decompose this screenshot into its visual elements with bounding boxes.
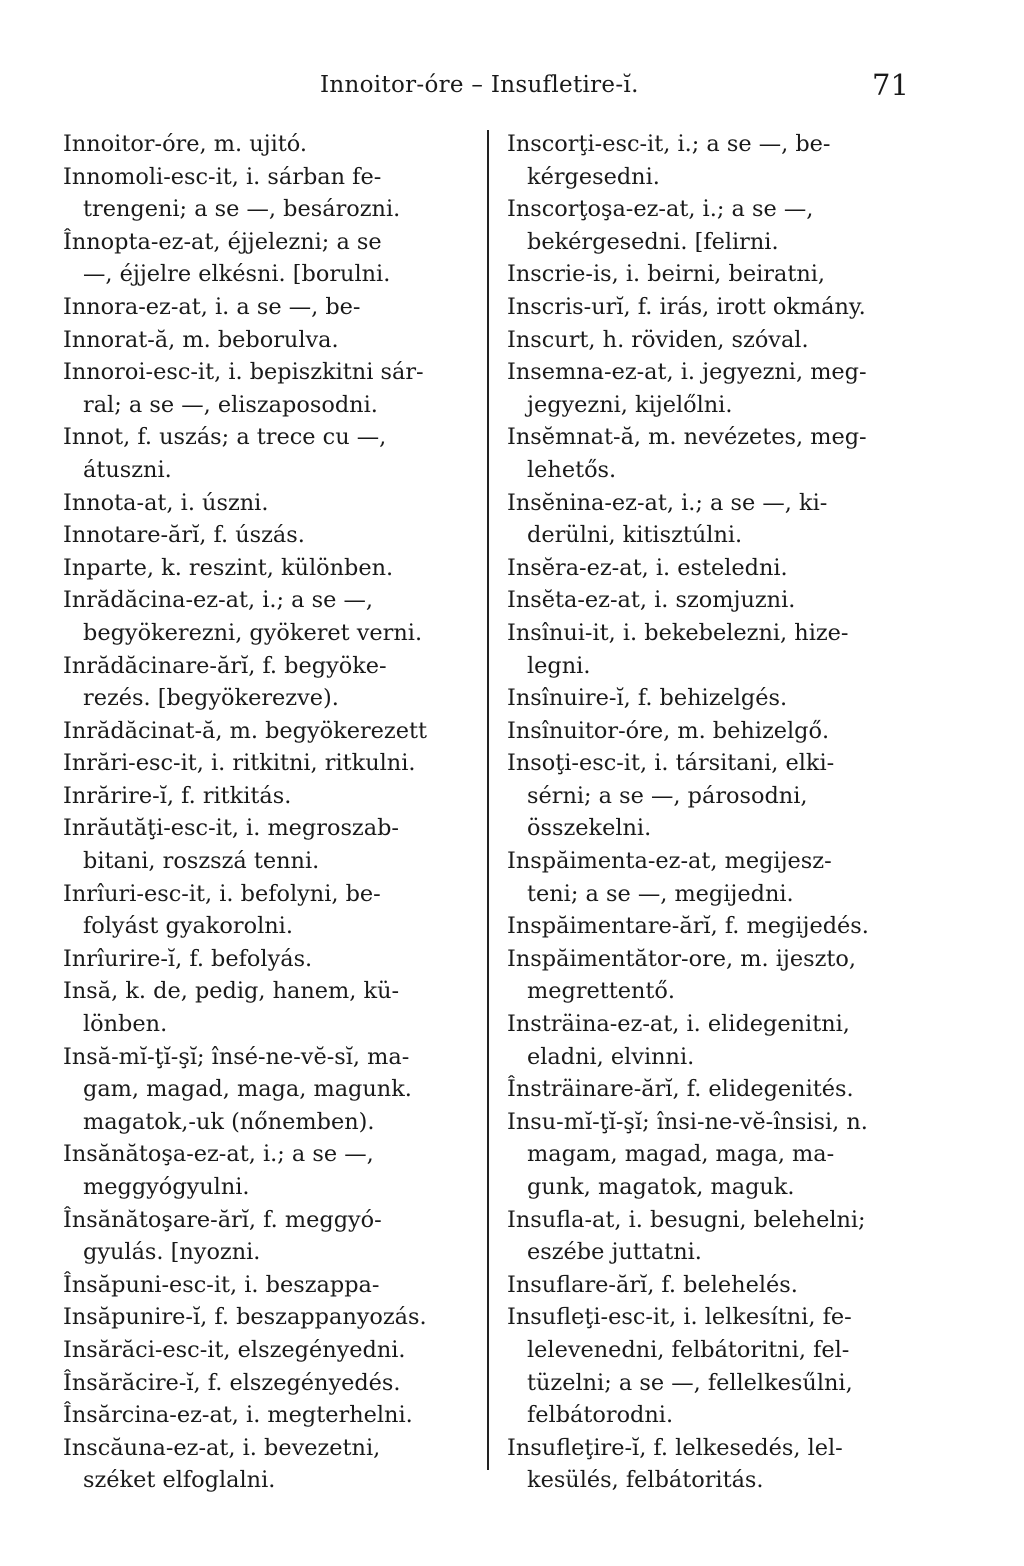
dictionary-line: Inscorţi-esc-it, i.; a se —, be- xyxy=(507,131,831,157)
dictionary-line: Insănătoşa-ez-at, i.; a se —, xyxy=(63,1141,374,1168)
dictionary-line: Insoţi-esc-it, i. társitani, elki- xyxy=(507,750,835,777)
dictionary-line: Inspăimentător-ore, m. ijeszto, xyxy=(507,945,856,972)
dictionary-line: Innorat-ă, m. beborulva. xyxy=(63,326,339,353)
dictionary-line: lelevenedni, felbátoritni, fel- xyxy=(527,1336,850,1363)
dictionary-line: Inspăimentare-ărĭ, f. megijedés. xyxy=(507,913,869,940)
dictionary-line: Inrîuri-esc-it, i. befolyni, be- xyxy=(63,880,381,907)
dictionary-line: Insînuitor-óre, m. behizelgő. xyxy=(507,717,830,744)
dictionary-line: Innota-at, i. úszni. xyxy=(63,489,269,516)
dictionary-line: összekelni. xyxy=(527,815,652,842)
dictionary-line: Insăpunire-ĭ, f. beszappanyozás. xyxy=(63,1304,427,1331)
dictionary-line: Insu-mĭ-ţĭ-şĭ; însi-ne-vĕ-însisi, n. xyxy=(507,1108,868,1135)
dictionary-line: derülni, kitisztúlni. xyxy=(527,522,743,549)
dictionary-line: Inrăutăţi-esc-it, i. megroszab- xyxy=(63,815,399,842)
dictionary-line: trengeni; a se —, besározni. xyxy=(83,196,401,223)
dictionary-line: Insă, k. de, pedig, hanem, kü- xyxy=(63,978,400,1005)
dictionary-line: —, éjjelre elkésni. [borulni. xyxy=(83,261,391,288)
dictionary-line: teni; a se —, megijedni. xyxy=(527,880,794,907)
dictionary-line: Inscurt, h. röviden, szóval. xyxy=(507,326,809,353)
dictionary-line: Insĕta-ez-at, i. szomjuzni. xyxy=(507,587,796,614)
column-divider xyxy=(487,130,489,1470)
dictionary-line: Inrărire-ĭ, f. ritkitás. xyxy=(63,782,292,809)
dictionary-line: Insträina-ez-at, i. elidegenitni, xyxy=(507,1011,850,1038)
dictionary-line: Inrădăcinare-ărĭ, f. begyöke- xyxy=(63,652,387,679)
dictionary-line: gam, magad, maga, magunk. xyxy=(83,1076,412,1103)
dictionary-line: sérni; a se —, párosodni, xyxy=(527,782,808,809)
dictionary-line: Inspăimenta-ez-at, megijesz- xyxy=(507,848,832,875)
dictionary-line: Insĕnina-ez-at, i.; a se —, ki- xyxy=(507,489,828,516)
dictionary-line: begyökerezni, gyökeret verni. xyxy=(83,619,423,646)
dictionary-line: legni. xyxy=(527,652,591,679)
dictionary-line: Inrădăcinat-ă, m. begyökerezett xyxy=(63,717,427,744)
dictionary-line: lönben. xyxy=(83,1011,168,1038)
dictionary-line: gunk, magatok, maguk. xyxy=(527,1174,795,1200)
dictionary-line: Însărcina-ez-at, i. megterhelni. xyxy=(63,1402,413,1429)
header-entry-range: Innoitor-óre – Insufletire-ĭ. xyxy=(320,72,639,98)
page-number: 71 xyxy=(872,68,909,102)
dictionary-line: gyulás. [nyozni. xyxy=(83,1239,261,1266)
dictionary-line: Însănătoşare-ărĭ, f. meggyó- xyxy=(63,1206,382,1233)
dictionary-line: bitani, roszszá tenni. xyxy=(83,848,320,875)
dictionary-line: Înnopta-ez-at, éjjelezni; a se xyxy=(63,228,382,255)
dictionary-line: széket elfoglalni. xyxy=(83,1467,276,1494)
dictionary-line: eladni, elvinni. xyxy=(527,1043,695,1070)
dictionary-line: Innoroi-esc-it, i. bepiszkitni sár- xyxy=(63,359,424,386)
dictionary-line: Inrădăcina-ez-at, i.; a se —, xyxy=(63,587,374,614)
dictionary-line: Însträinare-ărĭ, f. elidegenités. xyxy=(507,1076,854,1103)
dictionary-line: tüzelni; a se —, fellelkesűlni, xyxy=(527,1369,853,1396)
dictionary-line: Innot, f. uszás; a trece cu —, xyxy=(63,424,387,451)
dictionary-line: Insărăci-esc-it, elszegényedni. xyxy=(63,1336,406,1363)
running-header xyxy=(0,68,1024,108)
dictionary-line: kesülés, felbátoritás. xyxy=(527,1467,764,1494)
dictionary-line: Innora-ez-at, i. a se —, be- xyxy=(63,293,361,320)
left-column xyxy=(63,128,478,1497)
dictionary-line: lehetős. xyxy=(527,456,617,483)
dictionary-line: Inparte, k. reszint, különben. xyxy=(63,554,394,581)
dictionary-line: Inscris-urĭ, f. irás, irott okmány. xyxy=(507,293,866,320)
dictionary-line: Innotare-ărĭ, f. úszás. xyxy=(63,522,305,549)
dictionary-line: felbátorodni. xyxy=(527,1402,674,1429)
dictionary-line: Insufleţi-esc-it, i. lelkesítni, fe- xyxy=(507,1304,852,1331)
dictionary-line: Insufleţire-ĭ, f. lelkesedés, lel- xyxy=(507,1434,843,1461)
dictionary-line: Insemna-ez-at, i. jegyezni, meg- xyxy=(507,359,867,386)
dictionary-line: Însăpuni-esc-it, i. beszappa- xyxy=(63,1271,380,1298)
dictionary-line: Insă-mĭ-ţĭ-şĭ; însé-ne-vĕ-sĭ, ma- xyxy=(63,1043,410,1070)
dictionary-line: Inscăuna-ez-at, i. bevezetni, xyxy=(63,1434,381,1461)
dictionary-line: Însărăcire-ĭ, f. elszegényedés. xyxy=(63,1369,401,1396)
dictionary-line: Insînui-it, i. bekebelezni, hize- xyxy=(507,619,849,646)
dictionary-line: Insufla-at, i. besugni, belehelni; xyxy=(507,1206,866,1233)
dictionary-line: bekérgesedni. [felirni. xyxy=(527,228,779,255)
dictionary-line: Innomoli-esc-it, i. sárban fe- xyxy=(63,163,382,190)
dictionary-line: ral; a se —, eliszaposodni. xyxy=(83,391,378,418)
dictionary-line: eszébe juttatni. xyxy=(527,1239,702,1266)
dictionary-line: Insuflare-ărĭ, f. belehelés. xyxy=(507,1271,798,1298)
dictionary-line: megrettentő. xyxy=(527,978,676,1005)
dictionary-line: magatok,-uk (nőnemben). xyxy=(83,1108,375,1135)
dictionary-line: folyást gyakorolni. xyxy=(83,913,293,940)
dictionary-line: kérgesedni. xyxy=(527,163,660,190)
dictionary-line: Insĕra-ez-at, i. esteledni. xyxy=(507,554,788,581)
dictionary-line: átuszni. xyxy=(83,456,172,483)
dictionary-line: magam, magad, maga, ma- xyxy=(527,1141,835,1168)
right-column xyxy=(507,128,922,1497)
dictionary-line: jegyezni, kijelőlni. xyxy=(527,391,733,418)
dictionary-line: Inrîurire-ĭ, f. befolyás. xyxy=(63,945,313,972)
dictionary-line: Inrări-esc-it, i. ritkitni, ritkulni. xyxy=(63,750,416,777)
dictionary-line: Insînuire-ĭ, f. behizelgés. xyxy=(507,685,788,712)
dictionary-line: meggyógyulni. xyxy=(83,1174,250,1200)
dictionary-line: rezés. [begyökerezve). xyxy=(83,685,339,712)
dictionary-line: Insĕmnat-ă, m. nevézetes, meg- xyxy=(507,424,867,451)
dictionary-line: Inscrie-is, i. beirni, beiratni, xyxy=(507,261,826,288)
dictionary-line: Inscorţoşa-ez-at, i.; a se —, xyxy=(507,196,814,223)
dictionary-line: Innoitor-óre, m. ujitó. xyxy=(63,131,307,157)
